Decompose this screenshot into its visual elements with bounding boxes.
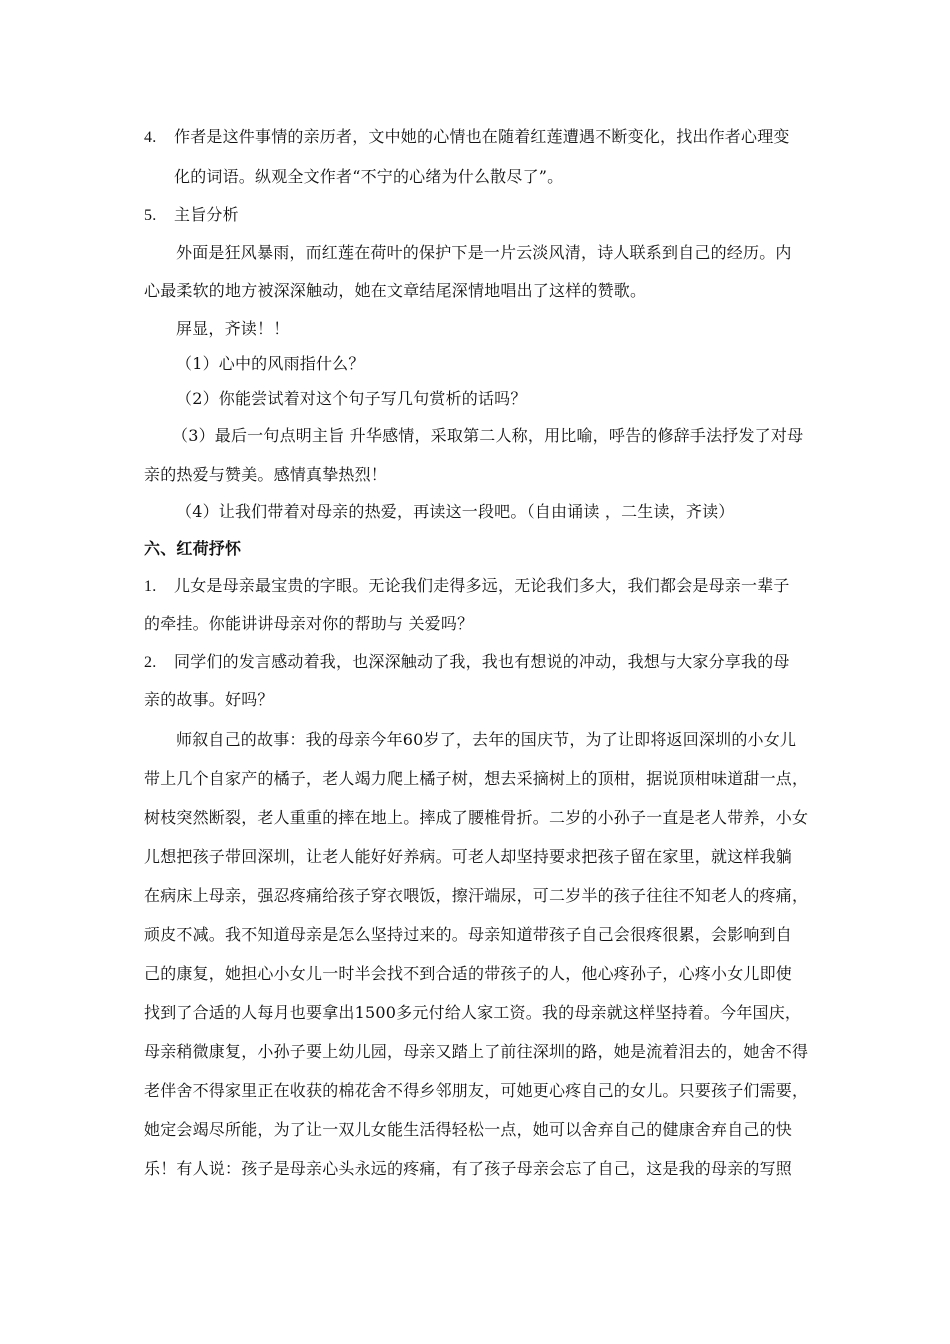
item-4-line-1	[144, 127, 824, 148]
question-3-line-2: 亲的热爱与赞美。感情真挚热烈！	[144, 465, 388, 484]
section-6-item-1-number: 1.	[144, 578, 157, 595]
story-line-3: 树枝突然断裂，老人重重的摔在地上。摔成了腰椎骨折。二岁的小孙子一直是老人带养，小女	[144, 808, 809, 827]
story-line-12: 乐！有人说：孩子是母亲心头永远的疼痛，有了孩子母亲会忘了自己，这是我的母亲的写照	[144, 1159, 793, 1178]
item-5-title-line	[144, 205, 824, 226]
story-line-10: 老伴舍不得家里正在收获的棉花舍不得乡邻朋友，可她更心疼自己的女儿。只要孩子们需要，	[144, 1081, 809, 1100]
read-aloud-line: 屏显，齐读！！	[176, 319, 290, 338]
item-4-text: 作者是这件事情的亲历者，文中她的心情也在随着红莲遭遇不断变化，找出作者心理变	[174, 127, 790, 146]
section-6-item-1-text: 儿女是母亲最宝贵的字眼。无论我们走得多远，无论我们多大，我们都会是母亲一辈子	[174, 576, 790, 595]
story-line-5: 在病床上母亲，强忍疼痛给孩子穿衣喂饭，擦汗端尿，可二岁半的孩子往往不知老人的疼痛，	[144, 886, 809, 905]
section-6-item-1-line-1	[144, 576, 824, 597]
item-4-line-2: 化的词语。纵观全文作者“不宁的心绪为什么散尽了”。	[174, 167, 564, 186]
section-6-item-2-text: 同学们的发言感动着我，也深深触动了我，我也有想说的冲动，我想与大家分享我的母	[174, 652, 790, 671]
question-4: （4）让我们带着对母亲的热爱，再读这一段吧。（自由诵读 ，二生读，齐读）	[176, 502, 735, 521]
story-line-6: 顽皮不减。我不知道母亲是怎么坚持过来的。母亲知道带孩子自己会很疼很累，会影响到自	[144, 925, 793, 944]
item-4-number: 4.	[144, 129, 157, 146]
question-1: （1）心中的风雨指什么？	[176, 354, 365, 373]
item-5-para-line-1: 外面是狂风暴雨，而红莲在荷叶的保护下是一片云淡风清，诗人联系到自己的经历。内	[176, 243, 792, 262]
story-line-11: 她定会竭尽所能，为了让一双儿女能生活得轻松一点，她可以舍弃自己的健康舍弃自己的快	[144, 1120, 793, 1139]
item-5-number: 5.	[144, 207, 157, 224]
story-line-9: 母亲稍微康复，小孙子要上幼儿园，母亲又踏上了前往深圳的路，她是流着泪去的，她舍不得	[144, 1042, 809, 1061]
question-3-line-1: （3）最后一句点明主旨 升华感情，采取第二人称，用比喻，呼告的修辞手法抒发了对母	[172, 426, 804, 445]
section-6-item-2-line-2: 亲的故事。好吗？	[144, 690, 274, 709]
item-5-title: 主旨分析	[174, 205, 239, 224]
section-6-item-2-number: 2.	[144, 654, 157, 671]
story-line-7: 己的康复，她担心小女儿一时半会找不到合适的带孩子的人，他心疼孙子，心疼小女儿即使	[144, 964, 793, 983]
question-2: （2）你能尝试着对这个句子写几句赏析的话吗？	[176, 389, 527, 408]
section-6-item-2-line-1	[144, 652, 824, 673]
section-6-heading: 六、红荷抒怀	[144, 539, 242, 558]
story-line-4: 儿想把孩子带回深圳，让老人能好好养病。可老人却坚持要求把孩子留在家里，就这样我躺	[144, 847, 793, 866]
story-line-1: 师叙自己的故事：我的母亲今年60岁了，去年的国庆节，为了让即将返回深圳的小女儿	[176, 730, 797, 749]
story-line-8: 找到了合适的人每月也要拿出1500多元付给人家工资。我的母亲就这样坚持着。今年国庆，	[144, 1003, 802, 1022]
item-5-para-line-2: 心最柔软的地方被深深触动，她在文章结尾深情地唱出了这样的赞歌。	[144, 281, 647, 300]
section-6-item-1-line-2: 的牵挂。你能讲讲母亲对你的帮助与 关爱吗？	[144, 614, 474, 633]
story-line-2: 带上几个自家产的橘子，老人竭力爬上橘子树，想去采摘树上的顶柑，据说顶柑味道甜一点，	[144, 769, 809, 788]
